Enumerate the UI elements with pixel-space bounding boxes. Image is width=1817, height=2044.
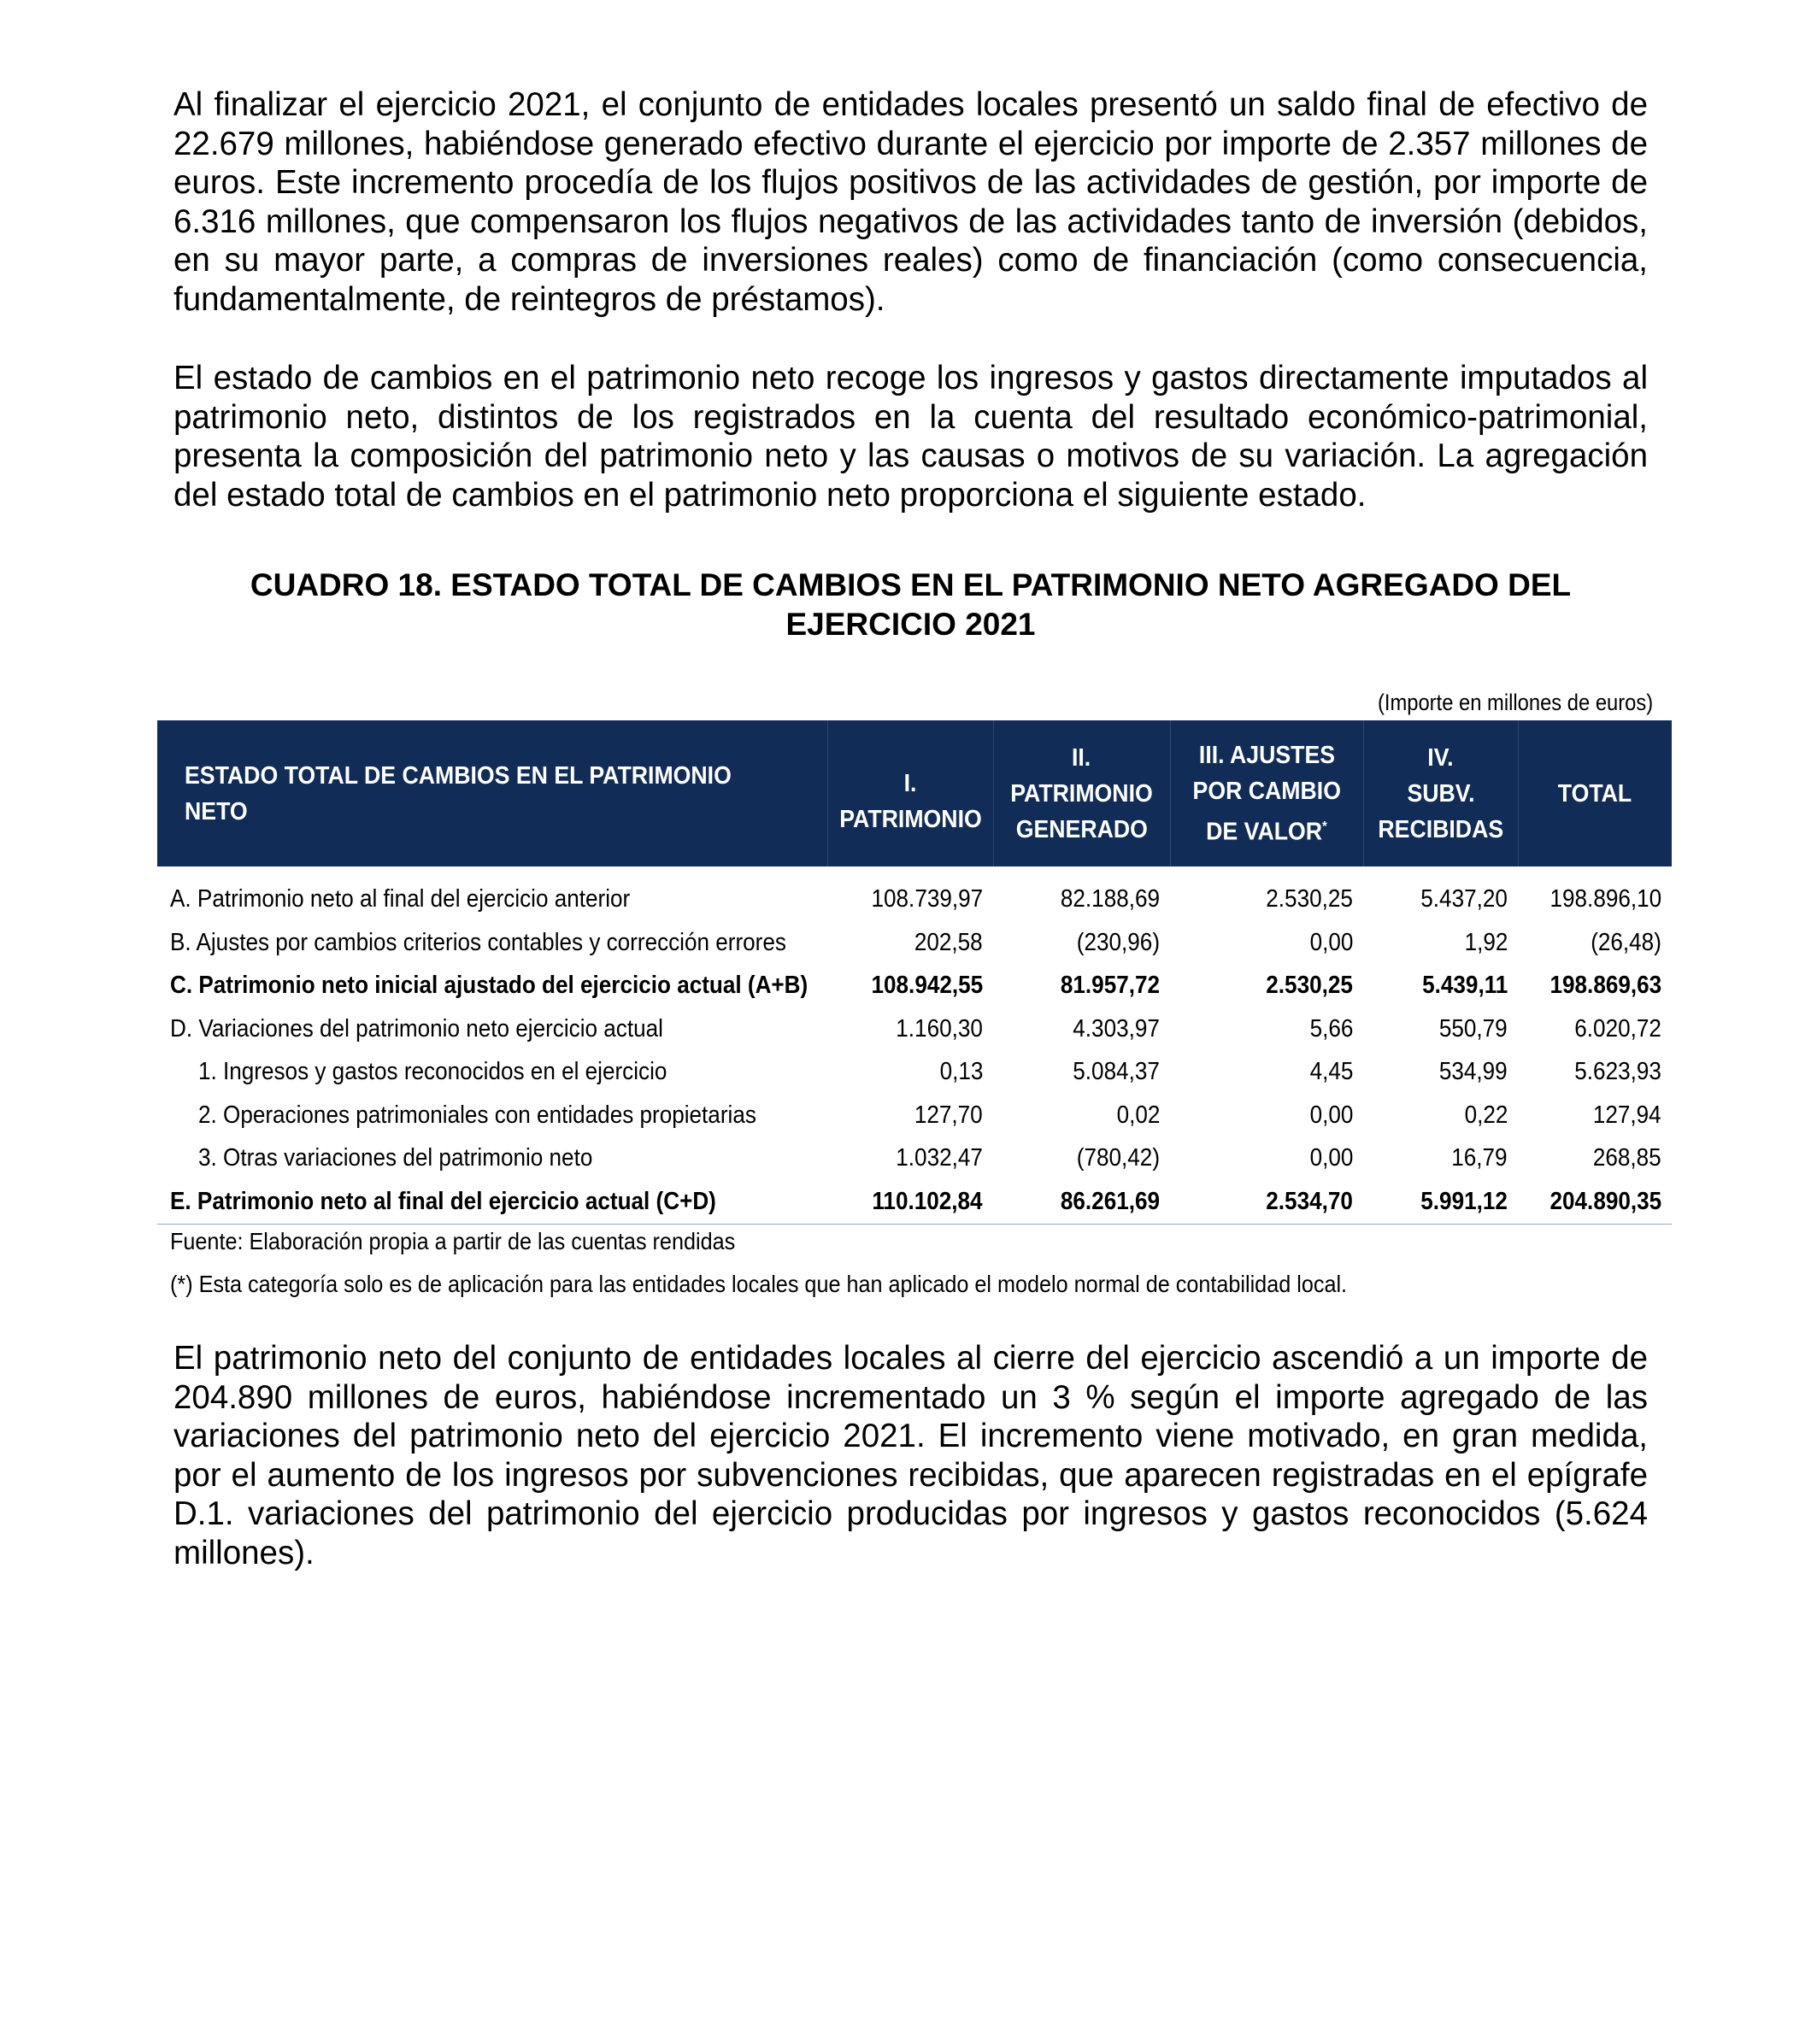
header-subvenciones: IV. SUBV. RECIBIDAS [1363,720,1518,866]
table-title [173,566,1648,644]
table-row-b [157,921,1672,965]
cell-value: 108.739,97 [871,884,983,913]
cell-value: 534,99 [1439,1058,1508,1086]
table-title-line2: EJERCICIO 2021 [785,607,1036,642]
cell-value: (780,42) [1076,1144,1160,1172]
row-label: 3. Otras variaciones del patrimonio neto [198,1144,593,1172]
cell-value: 1,92 [1464,928,1508,956]
footnote-marker: * [1322,819,1327,834]
row-label: C. Patrimonio neto inicial ajustado del ejercicio actual (A+B) [170,972,809,1000]
header-patrimonio-generado: II. PATRIMONIO GENERADO [993,720,1170,866]
cell-value: 5.623,93 [1574,1058,1661,1086]
header-patrimonio: I. PATRIMONIO [827,720,993,866]
cell-value: 81.957,72 [1060,972,1160,1000]
closing-paragraph: El patrimonio neto del conjunto de entidades locales al cierre del ejercicio ascendió a un importe de 204.890 millones de euros, habiéndose incrementado un 3 % según el importe agregado de las variaciones del patrimonio neto del ejercicio 2021. El incremento viene motivado, en gran medida, por el aumento de los ingresos por subvenciones recibidas, que aparecen registradas en el epígrafe D.1. variaciones del patrimonio del ejercicio producidas por ingresos y gastos reconocidos (5.624 millones). [173,1340,1648,1571]
footnote: (*) Esta categoría solo es de aplicación para las entidades locales que han aplicado el modelo normal de contabilidad local. [170,1271,1348,1297]
cell-value: 110.102,84 [872,1187,983,1215]
cell-value: 5.439,11 [1421,972,1508,1000]
cell-value: 86.261,69 [1060,1187,1160,1215]
units-note: (Importe en millones de euros) [1377,690,1653,715]
cell-value: 550,79 [1439,1014,1508,1043]
cell-value: 127,94 [1593,1101,1661,1129]
cell-value: 268,85 [1593,1144,1661,1172]
cell-value: 0,02 [1116,1101,1160,1129]
header-concept: ESTADO TOTAL DE CAMBIOS EN EL PATRIMONIO NETO [157,720,827,866]
cell-value: 2.530,25 [1266,884,1353,913]
cell-value: 5,66 [1309,1014,1353,1043]
cell-value: 127,70 [914,1101,983,1129]
table-title-line1: CUADRO 18. ESTADO TOTAL DE CAMBIOS EN EL PATRIMONIO NETO AGREGADO DEL [250,567,1572,602]
cell-value: 0,13 [939,1058,983,1086]
table-row-d [157,1007,1672,1051]
table-row-d2 [157,1094,1672,1137]
table-header-row [157,720,1672,866]
cell-value: (26,48) [1591,928,1661,956]
cell-value: (230,96) [1076,928,1160,956]
header-total: TOTAL [1518,720,1672,866]
cell-value: 5.437,20 [1420,884,1508,913]
equity-changes-table [157,720,1672,1225]
intro-paragraph-equity: El estado de cambios en el patrimonio neto recoge los ingresos y gastos directamente imputados al patrimonio neto, distintos de los registrados en la cuenta del resultado económico-patrimonial, presenta la composición del patrimonio neto y las causas o motivos de su variación. La agregación del estado total de cambios en el patrimonio neto proporciona el siguiente estado. [173,360,1648,514]
cell-value: 108.942,55 [871,972,983,1000]
table-row-a [157,866,1672,921]
table-row-d3 [157,1137,1672,1181]
cell-value: 2.530,25 [1266,972,1353,1000]
cell-value: 4.303,97 [1073,1014,1160,1043]
table-row-c [157,965,1672,1008]
cell-value: 198.869,63 [1549,972,1661,1000]
cell-value: 2.534,70 [1266,1187,1353,1215]
table-row-e [157,1180,1672,1224]
cell-value: 1.032,47 [896,1144,983,1172]
cell-value: 204.890,35 [1549,1187,1661,1215]
row-label: B. Ajustes por cambios criterios contables y corrección errores [170,928,786,956]
cell-value: 1.160,30 [896,1014,983,1043]
row-label: 1. Ingresos y gastos reconocidos en el ejercicio [198,1058,667,1086]
cell-value: 5.084,37 [1073,1058,1160,1086]
cell-value: 0,22 [1464,1101,1508,1129]
intro-paragraph-cash: Al finalizar el ejercicio 2021, el conjunto de entidades locales presentó un saldo final de efectivo de 22.679 millones, habiéndose generado efectivo durante el ejercicio por importe de 2.357 millones de euros. Este incremento procedía de los flujos positivos de las actividades de gestión, por importe de 6.316 millones, que compensaron los flujos negativos de las actividades tanto de inversión (debidos, en su mayor parte, a compras de inversiones reales) como de financiación (como consecuencia, fundamentalmente, de reintegros de préstamos). [173,86,1648,318]
cell-value: 0,00 [1309,1144,1353,1172]
cell-value: 16,79 [1451,1144,1508,1172]
cell-value: 6.020,72 [1574,1014,1661,1043]
row-label: 2. Operaciones patrimoniales con entidades propietarias [198,1101,756,1129]
row-label: A. Patrimonio neto al final del ejercicio anterior [170,884,631,913]
row-label: E. Patrimonio neto al final del ejercicio actual (C+D) [170,1187,716,1215]
cell-value: 82.188,69 [1060,884,1160,913]
row-label: D. Variaciones del patrimonio neto ejercicio actual [170,1014,663,1043]
cell-value: 202,58 [914,928,983,956]
cell-value: 0,00 [1309,1101,1353,1129]
cell-value: 5.991,12 [1420,1187,1508,1215]
table-row-d1 [157,1051,1672,1095]
source-note: Fuente: Elaboración propia a partir de las cuentas rendidas [170,1228,736,1254]
header-ajustes-valor: III. AJUSTES POR CAMBIO DE VALOR* [1170,720,1363,866]
cell-value: 0,00 [1309,928,1353,956]
cell-value: 4,45 [1309,1058,1353,1086]
cell-value: 198.896,10 [1549,884,1661,913]
